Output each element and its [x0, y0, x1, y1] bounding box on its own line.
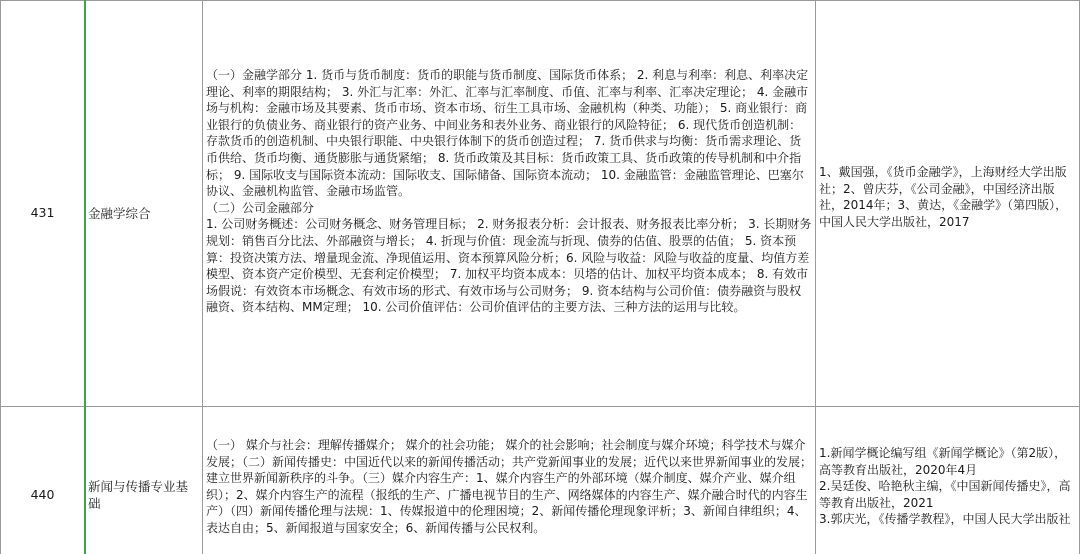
column-divider [202, 0, 203, 554]
row-divider [0, 406, 1080, 407]
table-row-references: 1、戴国强，《货币金融学》，上海财经大学出版社；2、曾庆芬，《公司金融》，中国经济出版社，2014年；3、黄达，《金融学》（第四版），中国人民大学出版社，2017 [819, 165, 1068, 229]
table-row-content [206, 67, 813, 403]
table-row-code: 431 [30, 205, 55, 220]
column-divider [0, 0, 1, 554]
content-paragraph: （一） 媒介与社会：理解传播媒介； 媒介的社会功能； 媒介的社会影响；社会制度与媒介环境；科学技术与媒介发展；（二）新闻传播史：中国近代以来的新闻传播活动；共产党新闻事业的发展；近代以来世界新闻事业的发展；建立世界新闻新秩序的斗争。（三）媒介内容生产：1、媒介内容生产的外部环境（媒介制度、媒介产业、媒介组织）；2、媒介内容生产的流程（报纸的生产、广播电视节目的生产、网络媒体的内容生产、媒介融合时代的内容生产）（四）新闻传播伦理与法规：1、传媒报道中的伦理困境；2、新闻传播伦理现象评析；3、新闻自律组织；4、表达自由；5、新闻报道与国家安全；6、新闻传播与公民权利。 [206, 438, 813, 535]
content-paragraph: 1. 公司财务概述：公司财务概念、财务管理目标； 2. 财务报表分析：会计报表、财务报表比率分析； 3. 长期财务规划：销售百分比法、外部融资与增长； 4. 折现与价值：现金流与折现、债券的估值、股票的估值； 5. 资本预算：投资决策方法、增量现金流、净现值运用、资本预算风险分析；6. 风险与收益：风险与收益的度量、均值方差模型、资本资产定价模型、无套利定价模型； 7. 加权平均资本成本：贝塔的估计、加权平均资本成本； 8. 有效市场假说：有效资本市场概念、有效市场的形式、有效市场与公司财务； 9. 资本结构与公司价值：债券融资与股权融资、资本结构、MM定理； 10. 公司价值评估：公司价值评估的主要方法、三种方法的运用与比较。 [206, 217, 812, 315]
table-row-references: 1.新闻学概论编写组《新闻学概论》（第2版），高等教育出版社，2020年4月 2.吴廷俊、哈艳秋主编，《中国新闻传播史》，高等教育出版社，2021 3.郭庆光，《传播学教程》，中国人民大学出版社 [819, 446, 1071, 527]
row-divider [0, 0, 1080, 1]
selected-column-border [84, 0, 86, 554]
content-paragraph: （二）公司金融部分 [206, 200, 315, 215]
table-row-subject: 新闻与传播专业基础 [88, 479, 189, 511]
column-divider [815, 0, 816, 554]
content-paragraph: （一）金融学部分 1. 货币与货币制度：货币的职能与货币制度、国际货币体系； 2. 利息与利率：利息、利率决定理论、利率的期限结构； 3. 外汇与汇率：外汇、汇率与汇率制度、币值、汇率与利率、汇率决定理论； 4. 金融市场与机构：金融市场及其要素、货币市场、资本市场、衍生工具市场、金融机构（种类、功能）； 5. 商业银行：商业银行的负债业务、商业银行的资产业务、中间业务和表外业务、商业银行的风险特征； 6. 现代货币创造机制：存款货币的创造机制、中央银行职能、中央银行体制下的货币创造过程； 7. 货币供求与均衡：货币需求理论、货币供给、货币均衡、通货膨胀与通货紧缩； 8. 货币政策及其目标：货币政策工具、货币政策的传导机制和中介指标； 9. 国际收支与国际资本流动：国际收支、国际储备、国际资本流动； 10. 金融监管：金融监管理论、巴塞尔协议、金融机构监管、金融市场监管。 [206, 68, 809, 199]
table-row-code: 440 [30, 487, 55, 502]
table-row-subject: 金融学综合 [88, 206, 151, 221]
table-row-content [206, 437, 813, 554]
